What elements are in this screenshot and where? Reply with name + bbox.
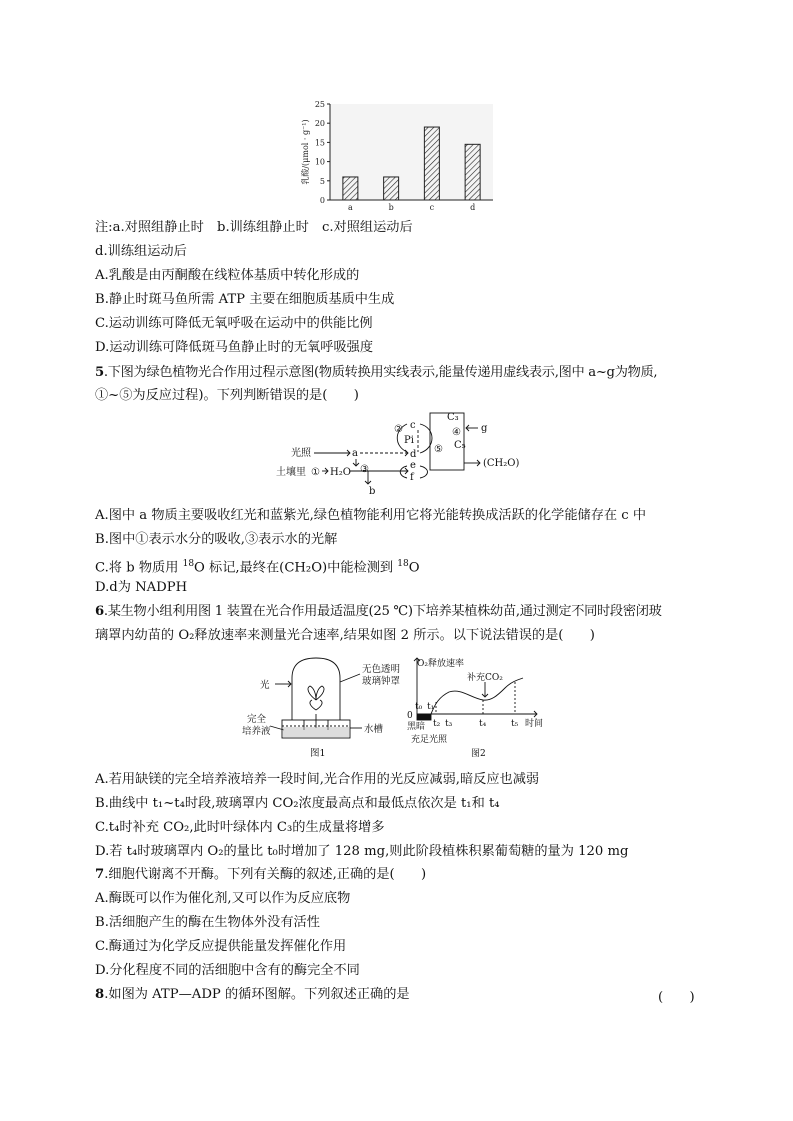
diag-b: b: [369, 486, 376, 497]
fig1-light: 光: [260, 680, 270, 691]
q5-stem-2: ①~⑤为反应过程)。下列判断错误的是( ): [95, 388, 359, 403]
q7-stem-text: .细胞代谢离不开酶。下列有关酶的叙述,正确的是( ): [104, 867, 427, 882]
q5-option-d: D.d为 NADPH: [95, 580, 188, 595]
bar-b: [384, 177, 399, 200]
q6-stem-text: .某生物小组利用图 1 装置在光合作用最适温度(25 ℃)下培养某植株幼苗,通过测定不同时段密闭玻: [103, 604, 662, 619]
fig2-zero: 0: [407, 711, 413, 721]
fig2-t3: t₃: [445, 719, 453, 729]
q8-stem: [95, 986, 410, 1004]
q7-stem: [95, 866, 426, 884]
photosynthesis-diagram: [270, 408, 530, 500]
fig1-glass-1: 无色透明: [362, 664, 401, 675]
y-axis-label: 乳酸/(μmol · g⁻¹): [301, 119, 310, 185]
q5-option-a: A.图中 a 物质主要吸收红光和蓝紫光,绿色植物能利用它将光能转换成活跃的化学能储存在 c 中: [95, 508, 647, 523]
diag-h2o: H₂O: [330, 467, 351, 478]
q7-option-d: D.分化程度不同的活细胞中含有的酶完全不同: [95, 963, 360, 978]
q5-stem-text: .下图为绿色植物光合作用过程示意图(物质转换用实线表示,能量传递用虚线表示,图中 a~g为物质,: [103, 365, 658, 380]
fig2-t1: t₁: [427, 702, 435, 712]
diag-step3: ③: [360, 464, 369, 475]
q6-stem-2: 璃罩内幼苗的 O₂释放速率来测量光合速率,结果如图 2 所示。以下说法错误的是( ): [95, 628, 595, 643]
q4-note: 注:a.对照组静止时 b.训练组静止时 c.对照组运动后: [95, 220, 413, 235]
x-tick-label-c: c: [429, 203, 435, 212]
diag-c5: C₅: [454, 440, 466, 451]
diag-step5: ⑤: [434, 444, 443, 455]
diag-c: c: [410, 420, 416, 431]
y-tick-label: 5: [319, 176, 325, 186]
q6-number: 6: [95, 604, 104, 619]
fig1-caption: 图1: [310, 748, 326, 759]
fig2-ylabel: O₂释放速率: [417, 659, 464, 669]
q5-option-b: B.图中①表示水分的吸收,③表示水的光解: [95, 532, 338, 547]
q4-option-d: D.运动训练可降低斑马鱼静止时的无氧呼吸强度: [95, 340, 374, 355]
diag-d: d: [410, 449, 417, 460]
fig2-light: 充足光照: [411, 735, 448, 745]
fig2-t4: t₄: [479, 719, 487, 729]
q6-option-a: A.若用缺镁的完全培养液培养一段时间,光合作用的光反应减弱,暗反应也减弱: [95, 772, 540, 787]
q6-stem: [95, 603, 662, 621]
diag-step2: ②: [394, 424, 403, 435]
lactic-acid-bar-chart: [295, 96, 500, 214]
q5-option-c: C.将 b 物质用 $^{18}$O 标记,最终在(CH₂O)中能检测到 $^{18}$O: [95, 559, 420, 576]
diag-pi: Pi: [404, 435, 414, 446]
diag-c3: C₃: [447, 412, 459, 423]
fig1-nutrient-2: 培养液: [242, 726, 271, 737]
q8-stem-text: .如图为 ATP—ADP 的循环图解。下列叙述正确的是: [104, 987, 410, 1002]
figure-1-apparatus: [240, 650, 415, 762]
fig1-glass-2: 玻璃钟罩: [362, 676, 401, 687]
q4-option-b: B.静止时斑马鱼所需 ATP 主要在细胞质基质中生成: [95, 292, 395, 307]
y-tick-label: 0: [319, 196, 325, 205]
q5-stem: [95, 364, 657, 382]
fig2-time: 时间: [525, 719, 544, 729]
q5-number: 5: [95, 365, 104, 380]
diag-a: a: [352, 448, 358, 459]
diag-f: f: [410, 472, 414, 483]
fig2-t5: t₅: [511, 719, 519, 729]
diag-soil: 土壤里: [276, 467, 306, 478]
y-tick-label: 20: [314, 119, 325, 129]
q4-option-a: A.乳酸是由丙酮酸在线粒体基质中转化形成的: [95, 268, 360, 283]
y-tick-label: 10: [314, 157, 325, 167]
diag-light: 光照: [291, 448, 311, 459]
fig2-t0: t₀: [415, 702, 423, 712]
x-tick-label-a: a: [347, 203, 353, 212]
x-tick-label-d: d: [470, 203, 476, 212]
q6-option-b: B.曲线中 t₁~t₄时段,玻璃罩内 CO₂浓度最高点和最低点依次是 t₁和 t₄: [95, 796, 500, 811]
fig2-caption: 图2: [471, 749, 486, 759]
q7-option-a: A.酶既可以作为催化剂,又可以作为反应底物: [95, 891, 351, 906]
q7-number: 7: [95, 867, 105, 882]
fig2-co2: 补充CO₂: [467, 673, 503, 683]
diag-step1: ①: [311, 467, 320, 478]
figure-2-o2-curve: [405, 652, 555, 762]
fig1-tank: 水槽: [364, 724, 384, 735]
diag-step4: ④: [452, 427, 461, 438]
q7-option-b: B.活细胞产生的酶在生物体外没有活性: [95, 915, 320, 930]
q8-number: 8: [95, 987, 105, 1002]
q8-answer-blank: ( ): [658, 990, 695, 1005]
q6-option-c: C.t₄时补充 CO₂,此时叶绿体内 C₃的生成量将增多: [95, 820, 385, 835]
bar-c: [424, 127, 439, 200]
fig1-nutrient-1: 完全: [247, 714, 267, 725]
q7-option-c: C.酶通过为化学反应提供能量发挥催化作用: [95, 939, 347, 954]
bar-d: [465, 144, 480, 200]
y-tick-label: 15: [314, 138, 325, 148]
q4-option-c: C.运动训练可降低无氧呼吸在运动中的供能比例: [95, 316, 373, 331]
diag-ch2o: (CH₂O): [483, 458, 520, 469]
y-tick-label: 25: [314, 100, 325, 109]
fig2-t2: t₂: [433, 719, 441, 729]
x-tick-label-b: b: [388, 203, 394, 212]
fig2-dark: 黑暗: [407, 722, 426, 732]
diag-g: g: [481, 423, 488, 434]
bar-a: [343, 177, 358, 200]
diag-e: e: [410, 460, 416, 471]
q4-note-2: d.训练组运动后: [95, 244, 187, 259]
q6-option-d: D.若 t₄时玻璃罩内 O₂的量比 t₀时增加了 128 mg,则此阶段植株积累葡萄糖的量为 120 mg: [95, 844, 629, 859]
